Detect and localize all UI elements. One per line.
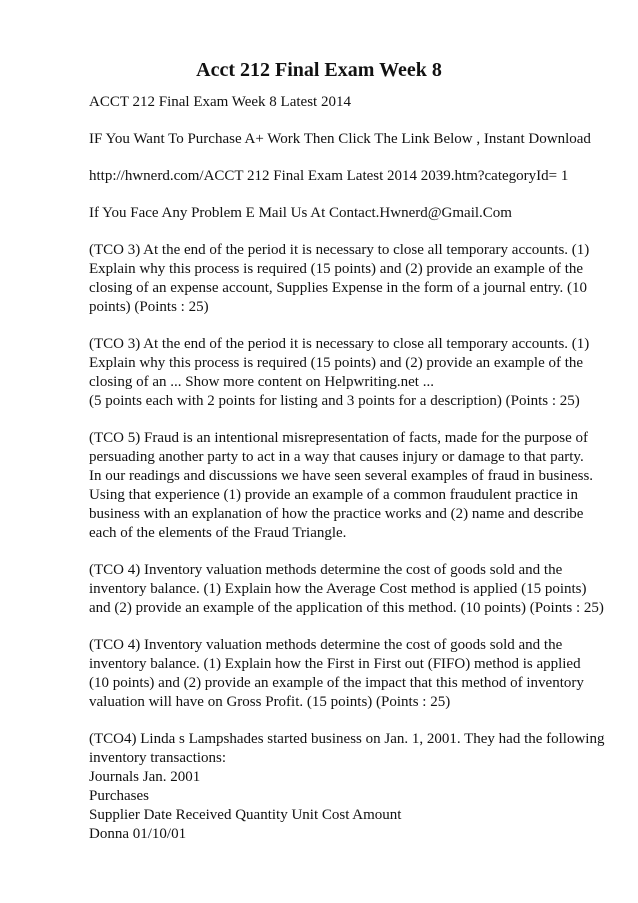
paragraph-tco4-lampshades bbox=[89, 730, 609, 844]
paragraph-tco3-closing-b bbox=[89, 335, 609, 411]
text-line: Supplier Date Received Quantity Unit Cost Amount bbox=[89, 807, 402, 823]
text-line: (TCO 3) At the end of the period it is necessary to close all temporary accounts. (1) bbox=[89, 336, 590, 352]
text-line: Explain why this process is required (15 points) and (2) provide an example of the bbox=[89, 261, 584, 277]
text-line: http://hwnerd.com/ACCT 212 Final Exam Latest 2014 2039.htm?categoryId= 1 bbox=[89, 168, 569, 184]
text-line: business with an explanation of how the practice works and (2) name and describe bbox=[89, 506, 584, 522]
text-line: valuation will have on Gross Profit. (15 points) (Points : 25) bbox=[89, 694, 451, 710]
text-line: closing of an expense account, Supplies Expense in the form of a journal entry. (10 bbox=[89, 280, 588, 296]
paragraph-purchase-note bbox=[89, 130, 609, 149]
text-line: inventory balance. (1) Explain how the Average Cost method is applied (15 points) bbox=[89, 581, 587, 597]
text-line: Using that experience (1) provide an example of a common fraudulent practice in bbox=[89, 487, 578, 503]
document-body bbox=[89, 93, 609, 862]
document-title: Acct 212 Final Exam Week 8 bbox=[196, 59, 442, 81]
text-line: Donna 01/10/01 bbox=[89, 826, 187, 842]
text-line: ACCT 212 Final Exam Week 8 Latest 2014 bbox=[89, 94, 351, 110]
paragraph-contact bbox=[89, 204, 609, 223]
text-line: Explain why this process is required (15 points) and (2) provide an example of the bbox=[89, 355, 584, 371]
text-line: If You Face Any Problem E Mail Us At Contact.Hwnerd@Gmail.Com bbox=[89, 205, 512, 221]
text-line: (TCO4) Linda s Lampshades started business on Jan. 1, 2001. They had the following bbox=[89, 731, 605, 747]
text-line: (TCO 4) Inventory valuation methods determine the cost of goods sold and the bbox=[89, 562, 563, 578]
paragraph-heading-subtitle bbox=[89, 93, 609, 112]
paragraph-tco4-fifo bbox=[89, 636, 609, 712]
text-line: closing of an ... Show more content on Helpwriting.net ... bbox=[89, 374, 434, 390]
paragraph-tco4-average-cost bbox=[89, 561, 609, 618]
text-line: (10 points) and (2) provide an example of the impact that this method of inventory bbox=[89, 675, 584, 691]
text-line: In our readings and discussions we have seen several examples of fraud in business. bbox=[89, 468, 594, 484]
text-line: (5 points each with 2 points for listing and 3 points for a description) (Points : 25) bbox=[89, 393, 580, 409]
text-line: inventory balance. (1) Explain how the First in First out (FIFO) method is applied bbox=[89, 656, 581, 672]
text-line: (TCO 3) At the end of the period it is necessary to close all temporary accounts. (1) bbox=[89, 242, 590, 258]
text-line: each of the elements of the Fraud Triangle. bbox=[89, 525, 347, 541]
text-line: persuading another party to act in a way that causes injury or damage to that party. bbox=[89, 449, 584, 465]
paragraph-url bbox=[89, 167, 609, 186]
text-line: points) (Points : 25) bbox=[89, 299, 209, 315]
text-line: Journals Jan. 2001 bbox=[89, 769, 201, 785]
text-line: (TCO 5) Fraud is an intentional misrepresentation of facts, made for the purpose of bbox=[89, 430, 589, 446]
text-line: Purchases bbox=[89, 788, 149, 804]
text-line: (TCO 4) Inventory valuation methods determine the cost of goods sold and the bbox=[89, 637, 563, 653]
text-line: IF You Want To Purchase A+ Work Then Click The Link Below , Instant Download bbox=[89, 131, 591, 147]
paragraph-tco5-fraud bbox=[89, 429, 609, 543]
paragraph-tco3-closing-a bbox=[89, 241, 609, 317]
text-line: and (2) provide an example of the application of this method. (10 points) (Points : 25) bbox=[89, 600, 604, 616]
text-line: inventory transactions: bbox=[89, 750, 227, 766]
